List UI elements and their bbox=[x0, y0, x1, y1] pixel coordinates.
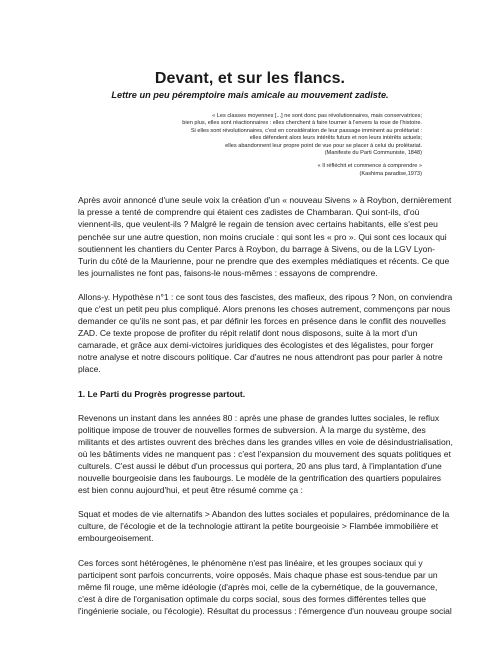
epigraph-line: bien plus, elles sont réactionnaires : elles cherchent à faire tourner à l'envers la roue de l'histoire. bbox=[182, 120, 422, 127]
text-line: culture, de l'écologie et de la technologie attirant la petite bourgeoisie > Flambée immobilière et bbox=[78, 521, 439, 532]
document-subtitle: Lettre un peu péremptoire mais amicale au mouvement zadiste. bbox=[111, 90, 389, 100]
paragraph bbox=[78, 194, 452, 279]
text-line: demander ce qu'ils ne sont pas, et par définir les forces en présence dans le conflit des nouvelles bbox=[78, 316, 446, 327]
text-line: culturels. C'est aussi le début d'un processus qui portera, 20 ans plus tard, à l'implantation d'une bbox=[78, 460, 442, 471]
text-line: place. bbox=[78, 364, 101, 375]
text-line: ZAD. Ce texte propose de profiter du répit relatif dont nous disposons, suite à la mort d'un bbox=[78, 328, 418, 339]
text-line: Revenons un instant dans les années 80 : après une phase de grandes luttes sociales, le reflux bbox=[78, 412, 440, 423]
text-line: camarade, et grâce aux demi-victoires juridiques des écologistes et des légalistes, pour forger bbox=[78, 340, 434, 351]
paragraph bbox=[78, 412, 453, 497]
document-body bbox=[78, 194, 453, 617]
text-line: Allons-y. Hypothèse n°1 : ce sont tous des fascistes, des mafieux, des ripous ? Non, on conviendra bbox=[78, 291, 453, 302]
text-line: c'est à dire de l'organisation optimale du corps social, sous des formes différentes telles que bbox=[78, 593, 427, 604]
paragraph bbox=[78, 291, 453, 376]
epigraph-quote bbox=[78, 113, 422, 157]
text-line: où les bâtiments vides ne manquent pas : c'est l'expansion du mouvement des squats politiques et bbox=[78, 448, 451, 459]
text-line: notre analyse et notre discours politique. Car d'autres ne nous attendront pas pour parler à notre bbox=[78, 352, 443, 363]
text-line: l'ingénierie sociale, ou l'écologie). Résultat du processus : l'émergence d'un nouveau groupe social bbox=[78, 605, 452, 616]
text-line: Après avoir annoncé d'une seule voix la création d'un « nouveau Sivens » à Roybon, dernièrement bbox=[78, 195, 452, 206]
epigraph-quote-2 bbox=[78, 163, 422, 178]
epigraph-line: elles défendent alors leurs intérêts futurs et non leurs intérêts actuels; bbox=[249, 135, 422, 142]
text-line: militants et des artistes ouvrent des brèches dans les grandes villes en voie de désindustrialisation, bbox=[78, 436, 453, 447]
text-line: la presse a tenté de comprendre qui étaient ces zadistes de Chambaran. Qui sont-ils, d'où bbox=[78, 207, 420, 218]
text-line: viennent-ils, que veulent-ils ? Malgré le regain de tension avec certains habitants, elle s'est peu bbox=[78, 219, 438, 230]
text-line: Ces forces sont hétérogènes, le phénomène n'est pas linéaire, et les groupes sociaux qui y bbox=[78, 557, 423, 568]
epigraph-line: Si elles sont révolutionnaires, c'est en considération de leur passage imminent au prolétariat : bbox=[190, 127, 422, 134]
text-line: soutiennent les chantiers du Center Parcs à Roybon, du barrage à Sivens, ou de la LGV Lyon- bbox=[78, 243, 435, 254]
document-title: Devant, et sur les flancs. bbox=[154, 70, 346, 87]
epigraph-line: « Il réfléchit et commence à comprendre » bbox=[317, 163, 422, 170]
section-heading: 1. Le Parti du Progrès progresse partout. bbox=[78, 388, 246, 399]
text-line: Squat et modes de vie alternatifs > Abandon des luttes sociales et populaires, prédominance de la bbox=[78, 509, 450, 520]
text-line: nouvelle bourgeoisie dans les faubourgs. Le modèle de la gentrification des quartiers populaires bbox=[78, 473, 442, 484]
text-line: Turin du côté de la Maurienne, pour ne prendre que des exemples médiatiques et récents. Ce que bbox=[78, 255, 450, 266]
text-line: politique impose de trouver de nouvelles formes de subversion. À la marge du système, des bbox=[78, 424, 426, 435]
text-line: est bien connu aujourd'hui, et peut être résumé comme ça : bbox=[78, 485, 303, 496]
text-line: penchée sur une autre question, non moins cruciale : qui sont les « pro ». Qui sont ces locaux qui bbox=[78, 231, 447, 242]
paragraph bbox=[78, 557, 452, 617]
epigraph-line: « Les classes moyennes [...] ne sont donc pas révolutionnaires, mais conservatrices; bbox=[212, 113, 422, 119]
text-line: même fil rouge, une même idéologie (d'après moi, celle de la cybernétique, de la gouvernance, bbox=[78, 581, 438, 592]
epigraph-source: (Manifeste du Parti Communiste, 1848) bbox=[324, 150, 422, 157]
epigraph-source: (Kashima paradise,1973) bbox=[359, 170, 422, 177]
text-line: que c'est un petit peu plus compliqué. Alors prenons les choses autrement, commençons par nous bbox=[78, 304, 451, 314]
text-line: participent sont parfois concurrents, voire opposés. Mais chaque phase est sous-tendue par un bbox=[78, 569, 438, 580]
paragraph bbox=[78, 508, 450, 544]
text-line: embourgeoisement. bbox=[78, 533, 154, 544]
epigraph-line: elles abandonnent leur propre point de vue pour se placer à celui du prolétariat. bbox=[225, 142, 422, 149]
text-line: les journalistes ne font pas, faisons-le nous-mêmes : essayons de comprendre. bbox=[78, 267, 378, 278]
